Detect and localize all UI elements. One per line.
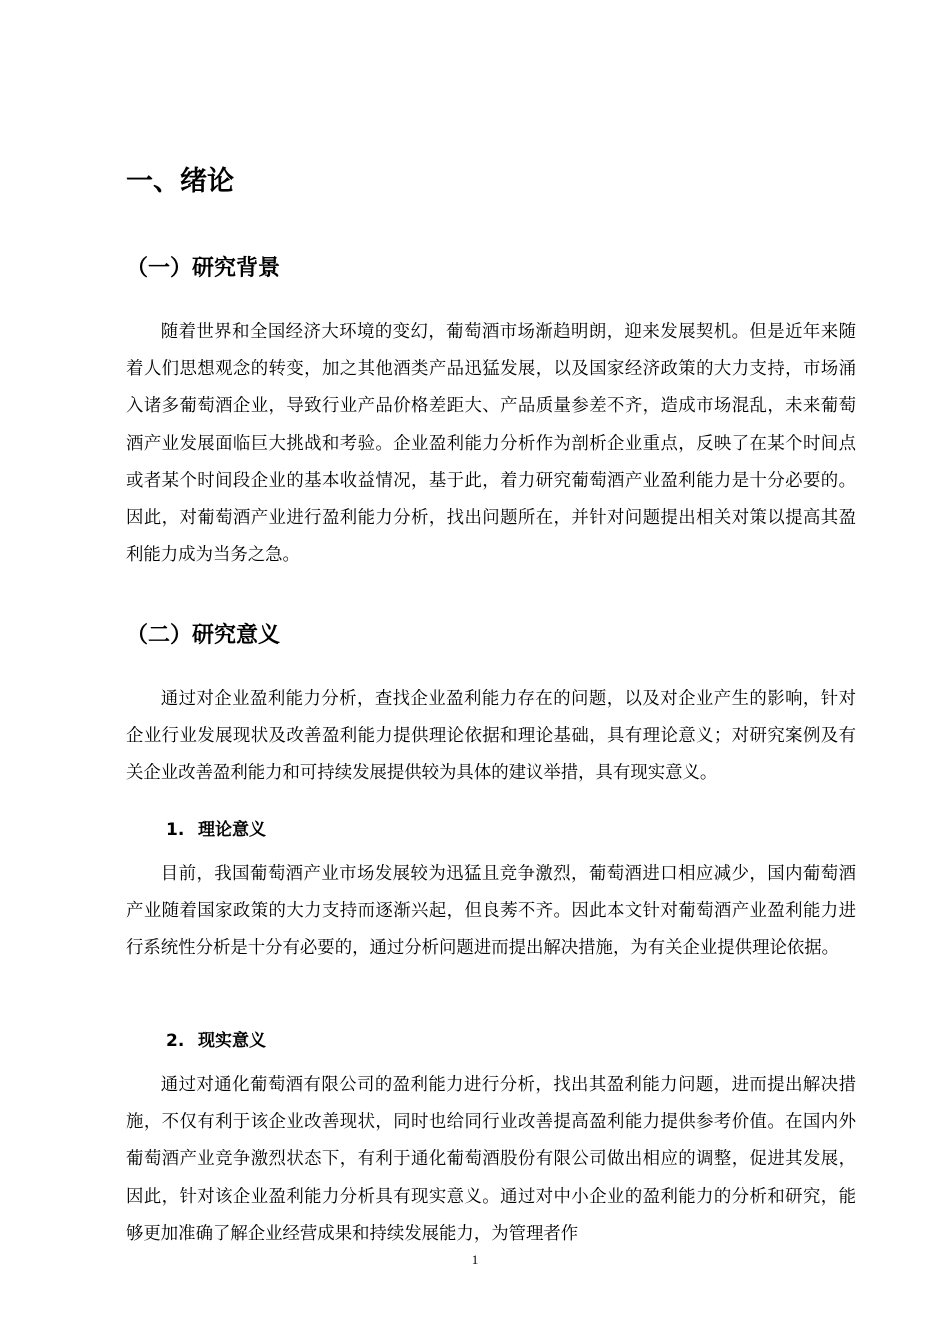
paragraph-background: 随着世界和全国经济大环境的变幻，葡萄酒市场渐趋明朗，迎来发展契机。但是近年来随着人们思想观念的转变，加之其他酒类产品迅猛发展，以及国家经济政策的大力支持，市场涌入诸多葡萄酒企业，导致行业产品价格差距大、产品质量参差不齐，造成市场混乱，未来葡萄酒产业发展面临巨大挑战和考验。企业盈利能力分析作为剖析企业重点，反映了在某个时间点或者某个时间段企业的基本收益情况，基于此，着力研究葡萄酒产业盈利能力是十分必要的。因此，对葡萄酒产业进行盈利能力分析，找出问题所在，并针对问题提出相关对策以提高其盈利能力成为当务之急。 — [126, 322, 856, 566]
section-title-background: （一）研究背景 — [126, 256, 281, 281]
chapter-title: 一、绪论 — [126, 166, 234, 197]
subsection-label: 现实意义 — [198, 1031, 266, 1051]
subsection-title-theoretical — [166, 816, 266, 844]
subsection-number: 1. — [166, 820, 185, 840]
page-number: 1 — [471, 1252, 479, 1267]
paragraph-theoretical: 目前，我国葡萄酒产业市场发展较为迅猛且竞争激烈，葡萄酒进口相应减少，国内葡萄酒产业随着国家政策的大力支持而逐渐兴起，但良莠不齐。因此本文针对葡萄酒产业盈利能力进行系统性分析是十分有必要的，通过分析问题进而提出解决措施，为有关企业提供理论依据。 — [126, 864, 856, 959]
paragraph-significance: 通过对企业盈利能力分析，查找企业盈利能力存在的问题，以及对企业产生的影响，针对企业行业发展现状及改善盈利能力提供理论依据和理论基础，具有理论意义；对研究案例及有关企业改善盈利能力和可持续发展提供较为具体的建议举措，具有现实意义。 — [126, 689, 856, 784]
subsection-number: 2. — [166, 1031, 185, 1051]
section-title-significance: （二）研究意义 — [126, 623, 281, 648]
paragraph-practical: 通过对通化葡萄酒有限公司的盈利能力进行分析，找出其盈利能力问题，进而提出解决措施，不仅有利于该企业改善现状，同时也给同行业改善提高盈利能力提供参考价值。在国内外葡萄酒产业竞争激烈状态下，有利于通化葡萄酒股份有限公司做出相应的调整，促进其发展，因此，针对该企业盈利能力分析具有现实意义。通过对中小企业的盈利能力的分析和研究，能够更加准确了解企业经营成果和持续发展能力，为管理者作 — [126, 1075, 856, 1244]
subsection-label: 理论意义 — [198, 820, 266, 840]
subsection-title-practical — [166, 1027, 266, 1055]
